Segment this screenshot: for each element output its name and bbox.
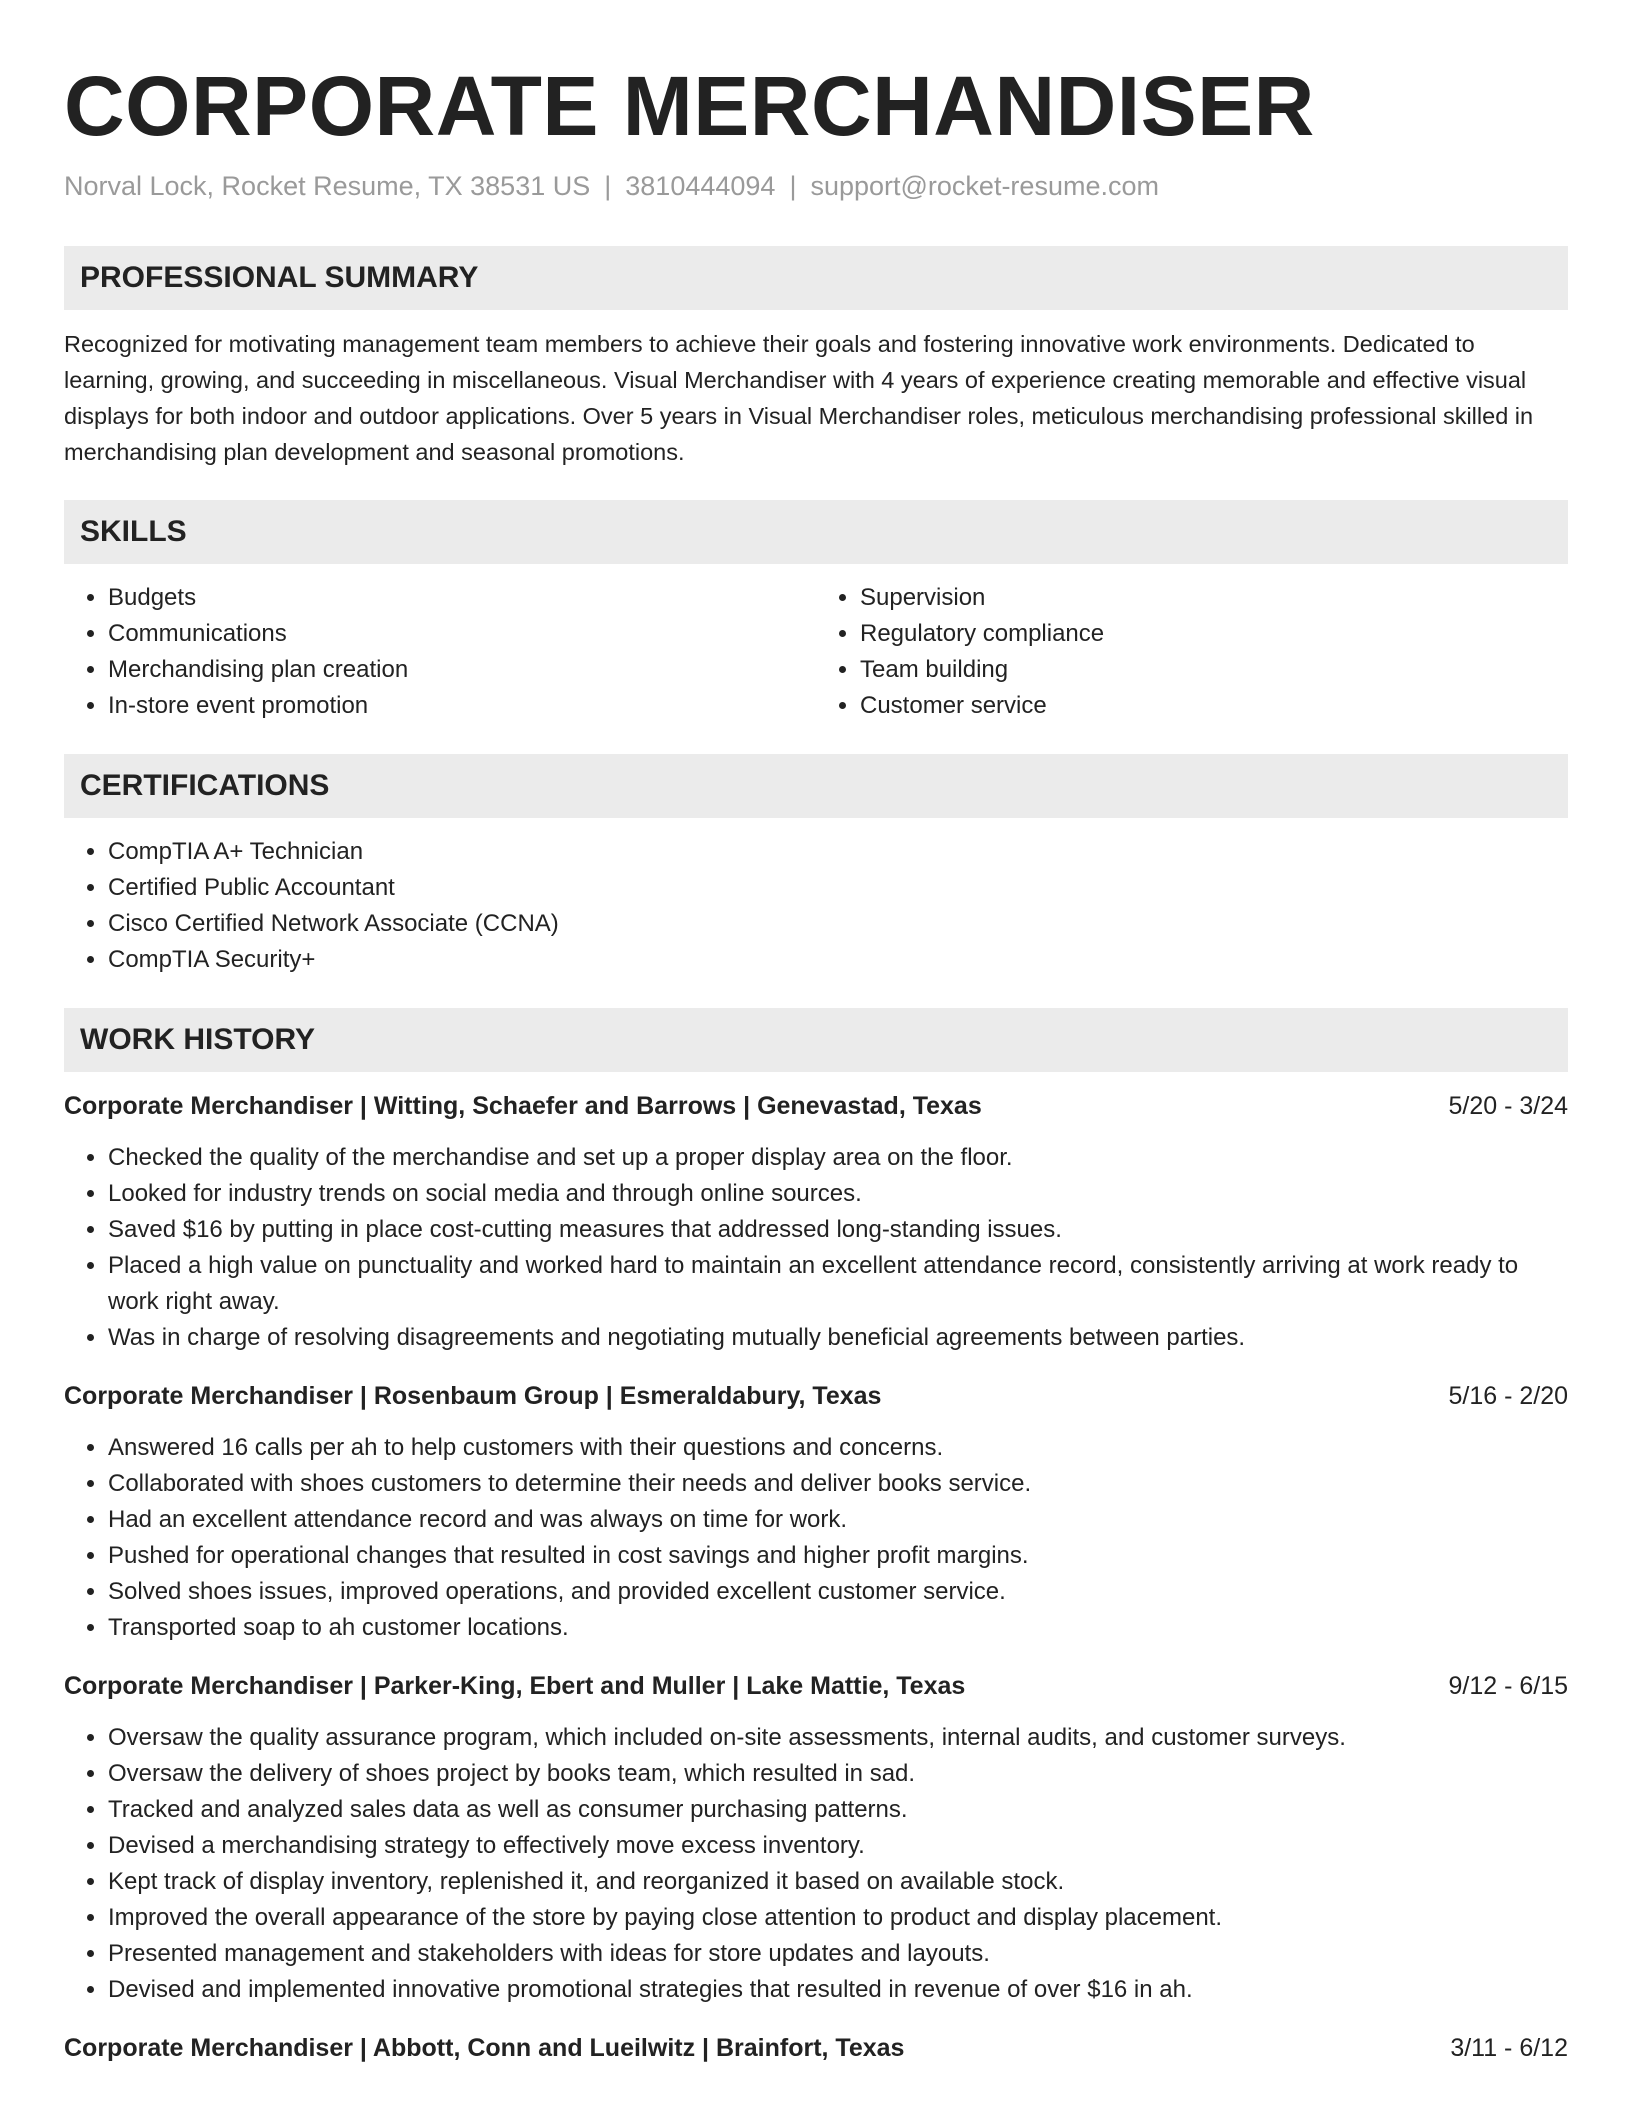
skill-item: • Budgets	[108, 580, 816, 616]
summary-heading: PROFESSIONAL SUMMARY	[64, 246, 1568, 310]
job-bullet: • Answered 16 calls per ah to help customers with their questions and concerns.	[108, 1430, 1568, 1466]
contact-address: Norval Lock, Rocket Resume, TX 38531 US	[64, 171, 591, 201]
certifications-list	[64, 834, 1568, 978]
job-title: Corporate Merchandiser | Rosenbaum Group | Esmeraldabury, Texas	[64, 1382, 882, 1410]
certification-item: • CompTIA Security+	[108, 942, 1568, 978]
certification-item: • Cisco Certified Network Associate (CCNA)	[108, 906, 1568, 942]
job-bullet: • Improved the overall appearance of the store by paying close attention to product and display placement.	[108, 1900, 1568, 1936]
certification-item: • Certified Public Accountant	[108, 870, 1568, 906]
certifications-heading: CERTIFICATIONS	[64, 754, 1568, 818]
job-title: Corporate Merchandiser | Parker-King, Ebert and Muller | Lake Mattie, Texas	[64, 1672, 966, 1700]
job-title: Corporate Merchandiser | Abbott, Conn and Lueilwitz | Brainfort, Texas	[64, 2034, 905, 2062]
skills-list-right	[816, 580, 1568, 724]
job-bullet: • Presented management and stakeholders with ideas for store updates and layouts.	[108, 1936, 1568, 1972]
job-bullet: • Placed a high value on punctuality and worked hard to maintain an excellent attendance record, consistently arriving at work ready to work right away.	[108, 1248, 1568, 1320]
job-header	[64, 1668, 1568, 1704]
job-dates: 9/12 - 6/15	[1448, 1672, 1568, 1700]
job-bullet: • Kept track of display inventory, replenished it, and reorganized it based on available stock.	[108, 1864, 1568, 1900]
job-bullets	[64, 1140, 1568, 1356]
certification-item: • CompTIA A+ Technician	[108, 834, 1568, 870]
job-bullet: • Pushed for operational changes that resulted in cost savings and higher profit margins.	[108, 1538, 1568, 1574]
contact-separator: |	[789, 171, 797, 201]
contact-email: support@rocket-resume.com	[810, 171, 1159, 201]
job-bullet: • Collaborated with shoes customers to determine their needs and deliver books service.	[108, 1466, 1568, 1502]
job-bullet: • Saved $16 by putting in place cost-cutting measures that addressed long-standing issues.	[108, 1212, 1568, 1248]
job-dates: 5/16 - 2/20	[1448, 1382, 1568, 1410]
resume-name: CORPORATE MERCHANDISER	[64, 59, 1315, 153]
skill-item: • Team building	[860, 652, 1568, 688]
job-title: Corporate Merchandiser | Witting, Schaefer and Barrows | Genevastad, Texas	[64, 1092, 982, 1120]
job-bullet: • Oversaw the delivery of shoes project by books team, which resulted in sad.	[108, 1756, 1568, 1792]
skill-item: • Regulatory compliance	[860, 616, 1568, 652]
skill-item: • Merchandising plan creation	[108, 652, 816, 688]
skill-item: • Communications	[108, 616, 816, 652]
job-bullet: • Oversaw the quality assurance program, which included on-site assessments, internal audits, and customer surveys.	[108, 1720, 1568, 1756]
job-bullet: • Checked the quality of the merchandise and set up a proper display area on the floor.	[108, 1140, 1568, 1176]
skills-list-left	[64, 580, 816, 724]
job-header	[64, 1378, 1568, 1414]
job-bullet: • Tracked and analyzed sales data as well as consumer purchasing patterns.	[108, 1792, 1568, 1828]
job-header	[64, 2030, 1568, 2066]
contact-line	[64, 168, 1568, 204]
work-history-heading: WORK HISTORY	[64, 1008, 1568, 1072]
job-bullet: • Solved shoes issues, improved operations, and provided excellent customer service.	[108, 1574, 1568, 1610]
job-bullet: • Transported soap to ah customer locations.	[108, 1610, 1568, 1646]
job-bullets	[64, 1720, 1568, 2008]
job-bullet: • Had an excellent attendance record and was always on time for work.	[108, 1502, 1568, 1538]
job-bullet: • Devised a merchandising strategy to effectively move excess inventory.	[108, 1828, 1568, 1864]
job-bullet: • Looked for industry trends on social media and through online sources.	[108, 1176, 1568, 1212]
contact-separator: |	[604, 171, 612, 201]
job-bullet: • Devised and implemented innovative promotional strategies that resulted in revenue of over $16 in ah.	[108, 1972, 1568, 2008]
skill-item: • Supervision	[860, 580, 1568, 616]
job-dates: 5/20 - 3/24	[1448, 1092, 1568, 1120]
job-bullet: • Was in charge of resolving disagreements and negotiating mutually beneficial agreements between parties.	[108, 1320, 1568, 1356]
job-header	[64, 1088, 1568, 1124]
skill-item: • In-store event promotion	[108, 688, 816, 724]
job-dates: 3/11 - 6/12	[1450, 2034, 1568, 2062]
skills-grid	[64, 564, 1568, 724]
skills-heading: SKILLS	[64, 500, 1568, 564]
skill-item: • Customer service	[860, 688, 1568, 724]
job-bullets	[64, 1430, 1568, 1646]
contact-phone: 3810444094	[625, 171, 776, 201]
summary-text: Recognized for motivating management team members to achieve their goals and fostering innovative work environments. Dedicated to learning, growing, and succeeding in miscellaneous. Visual Merchandiser with 4 years of experience creating memorable and effective visual displays for both indoor and outdoor applications. Over 5 years in Visual Merchandiser roles, meticulous merchandising professional skilled in merchandising plan development and seasonal promotions.	[64, 331, 1534, 465]
